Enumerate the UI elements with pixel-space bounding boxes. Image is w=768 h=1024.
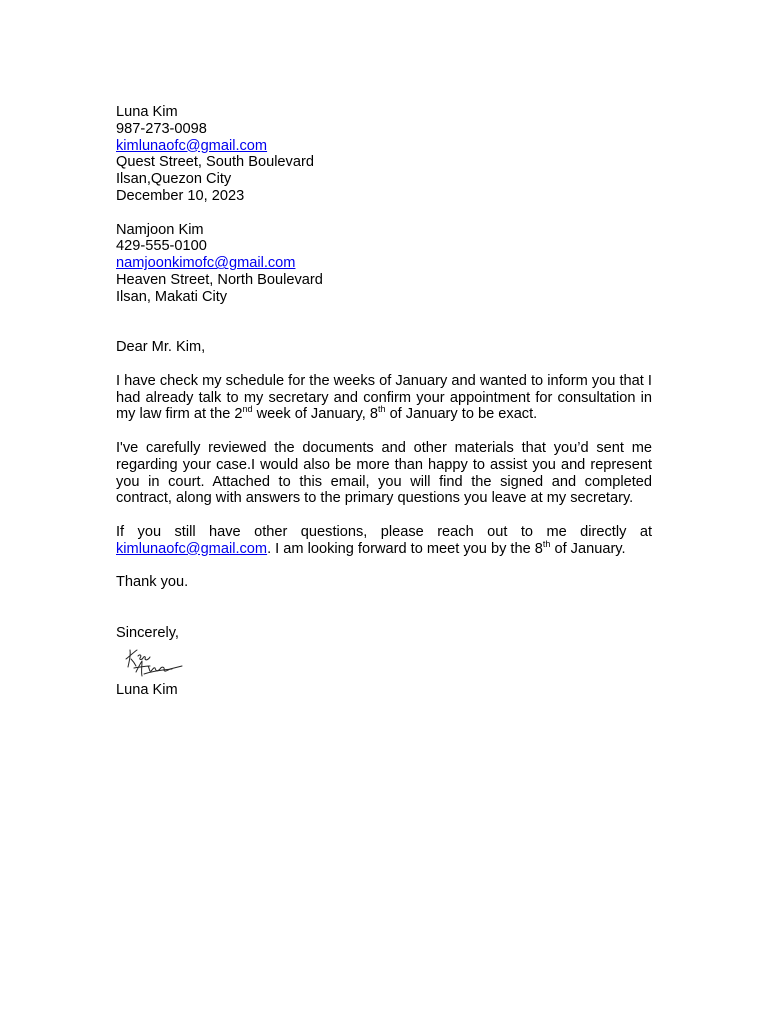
paragraph-appointment-text-c: of January to be exact. [385, 406, 538, 423]
paragraph-appointment-text-a: I have check my schedule for the weeks of January and wanted to inform you that I had already talk to my secretary and confirm your appointment for consultation in my law firm at the 2 [116, 372, 652, 423]
sender-phone: 987-273-0098 [116, 120, 207, 137]
ordinal-nd: nd [242, 404, 253, 415]
sender-city: Ilsan,Quezon City [116, 171, 232, 188]
thanks-line: Thank you. [116, 574, 189, 591]
ordinal-th-2: th [542, 538, 551, 549]
sender-name: Luna Kim [116, 104, 178, 120]
paragraph-appointment [116, 373, 652, 423]
signature-image [116, 642, 652, 682]
paragraph-contact-text-a: If you still have other questions, please reach out to me directly at [116, 523, 652, 540]
salutation: Dear Mr. Kim, [116, 339, 206, 356]
recipient-block [116, 222, 652, 306]
recipient-name: Namjoon Kim [116, 221, 204, 238]
paragraph-contact-text-c: of January. [550, 540, 626, 557]
paragraph-contact [116, 524, 652, 558]
sender-street: Quest Street, South Boulevard [116, 154, 314, 171]
sender-block [116, 104, 652, 205]
sender-email-link[interactable]: kimlunaofc@gmail.com [116, 137, 268, 154]
letter-date: December 10, 2023 [116, 187, 245, 204]
recipient-city: Ilsan, Makati City [116, 288, 228, 305]
contact-email-link[interactable]: kimlunaofc@gmail.com [116, 540, 268, 557]
recipient-phone: 429-555-0100 [116, 238, 207, 255]
paragraph-appointment-text-b: week of January, 8 [252, 406, 378, 423]
signature-icon [120, 642, 192, 684]
paragraph-review: I've carefully reviewed the documents and other materials that you’d sent me regarding your case.I would also be more than happy to assist you and represent you in court. Attached to this email, you will find the signed and completed contract, along with answers to the primary questions you leave at my secretary. [116, 439, 652, 507]
ordinal-th: th [378, 404, 386, 415]
paragraph-contact-text-b: . I am looking forward to meet you by the 8 [267, 540, 543, 557]
signature-name: Luna Kim [116, 681, 178, 698]
recipient-street: Heaven Street, North Boulevard [116, 271, 323, 288]
recipient-email-link[interactable]: namjoonkimofc@gmail.com [116, 255, 296, 272]
closing-line: Sincerely, [116, 624, 179, 641]
letter [116, 104, 652, 698]
